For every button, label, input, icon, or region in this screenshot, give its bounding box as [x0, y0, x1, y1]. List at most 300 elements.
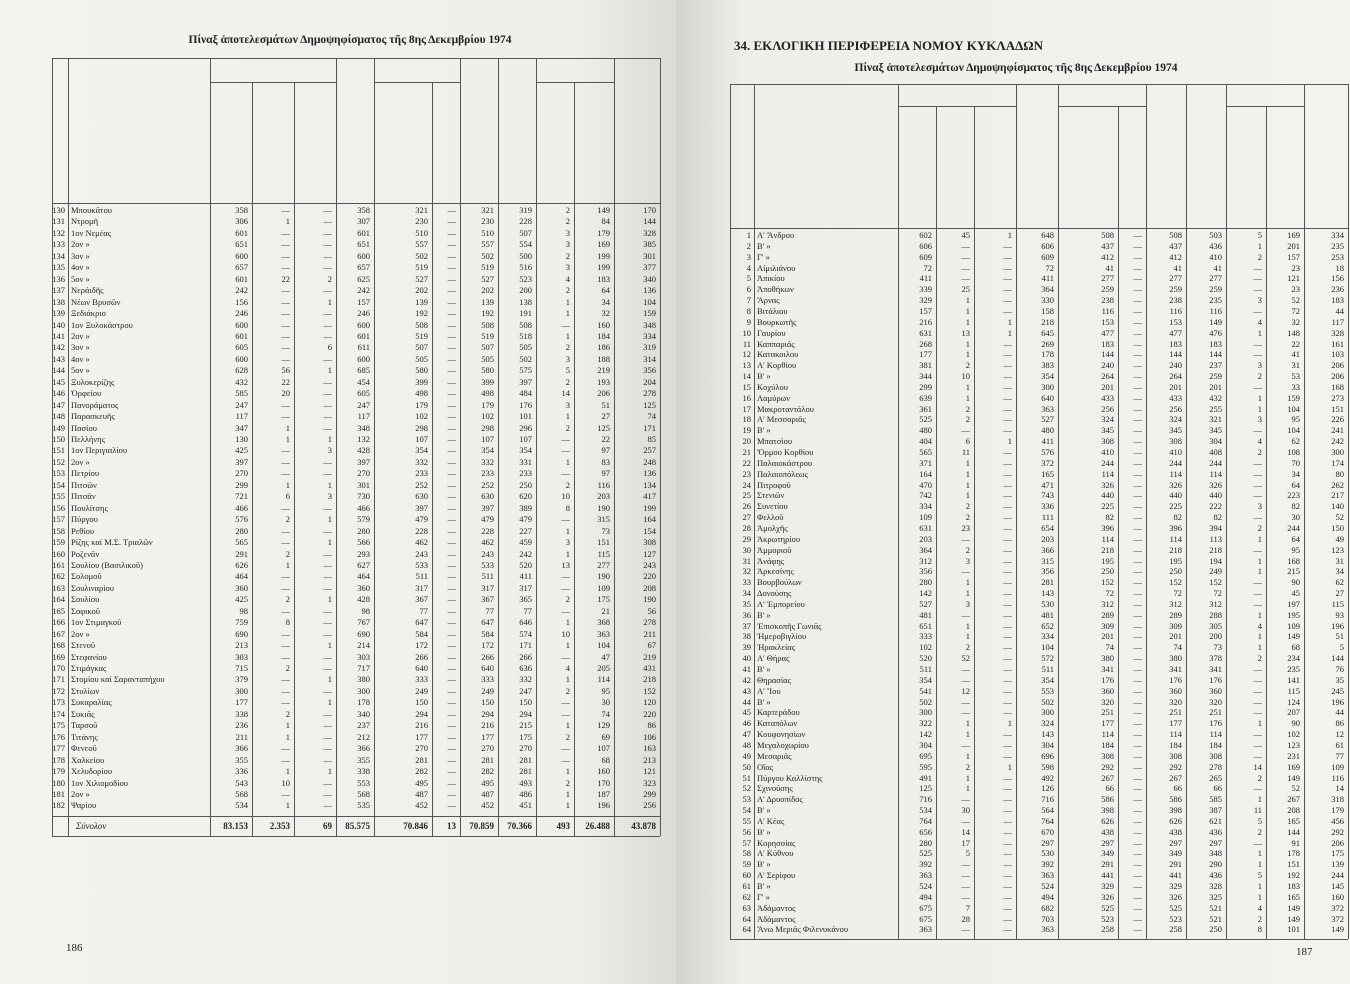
cell-value: 184 — [1169, 739, 1182, 750]
district-name: Στυλίων — [71, 685, 100, 696]
district-name: Α' Θήρας — [757, 653, 790, 664]
cell-value: 116 — [1101, 305, 1114, 316]
cell-value: 397 — [519, 376, 532, 387]
cell-value: 480 — [919, 425, 932, 436]
cell-value: 32 — [1291, 316, 1300, 327]
cell-value: 511 — [415, 571, 428, 582]
district-name: Ἀδάμαντος — [757, 902, 796, 913]
row-number: 1 — [746, 230, 751, 240]
cell-value: — — [1003, 305, 1012, 316]
cell-value: — — [561, 743, 570, 754]
cell-value: 410 — [1209, 251, 1222, 262]
row-number: 11 — [742, 338, 751, 349]
cell-value: 438 — [1101, 826, 1114, 837]
cell-value: 355 — [357, 754, 370, 765]
cell-value: 102 — [919, 642, 932, 653]
cell-value: — — [323, 754, 332, 765]
cell-value: 142 — [919, 588, 932, 599]
cell-value: 324 — [1169, 414, 1182, 425]
cell-value: 398 — [1101, 805, 1114, 816]
row-number: 62 — [742, 891, 751, 902]
row-number: 17 — [742, 403, 751, 414]
district-name: Καππαριᾶς — [757, 338, 795, 349]
cell-value: 219 — [597, 365, 610, 376]
cell-value: 97 — [601, 445, 610, 456]
cell-value: 104 — [1041, 642, 1054, 653]
cell-value: 183 — [1209, 338, 1222, 349]
table-row — [676, 588, 1348, 599]
district-name: Στενιῶν — [757, 490, 785, 501]
table-rule — [1058, 106, 1146, 107]
row-number: 156 — [52, 502, 65, 513]
cell-value: 355 — [235, 754, 248, 765]
cell-value: — — [323, 651, 332, 662]
cell-value: 202 — [481, 285, 494, 296]
cell-value: — — [1133, 327, 1142, 338]
cell-value: 2 — [1257, 251, 1262, 262]
district-name: Ἄρνας — [757, 295, 780, 306]
cell-value: 41 — [1291, 349, 1300, 360]
cell-value: — — [1003, 381, 1012, 392]
cell-value: 1 — [327, 479, 332, 490]
row-number: 20 — [742, 436, 751, 447]
row-number: 158 — [52, 525, 65, 536]
cell-value: 68 — [601, 754, 610, 765]
cell-value: 334 — [1331, 230, 1344, 240]
cell-value: 244 — [1101, 457, 1114, 468]
cell-value: — — [323, 285, 332, 296]
cell-value: 116 — [597, 479, 610, 490]
cell-value: — — [323, 205, 332, 215]
cell-value: — — [323, 777, 332, 788]
cell-value: 250 — [1169, 566, 1182, 577]
cell-value: — — [1133, 338, 1142, 349]
cell-value: 102 — [481, 411, 494, 422]
cell-value: 332 — [481, 456, 494, 467]
cell-value: 586 — [1101, 794, 1114, 805]
row-number: 7 — [746, 295, 751, 306]
cell-value: — — [561, 571, 570, 582]
table-row — [0, 755, 660, 766]
district-name: Α' Ἄνδρου — [757, 230, 795, 240]
cell-value: 246 — [357, 308, 370, 319]
row-number: 23 — [742, 468, 751, 479]
cell-value: — — [561, 754, 570, 765]
cell-value: 290 — [1209, 859, 1222, 870]
cell-value: 144 — [1169, 349, 1182, 360]
cell-value: — — [447, 685, 456, 696]
cell-value: 318 — [1331, 794, 1344, 805]
row-number: 165 — [52, 605, 65, 616]
cell-value: 82 — [1213, 512, 1222, 523]
cell-value: — — [961, 696, 970, 707]
cell-value: 309 — [1169, 620, 1182, 631]
table-rule — [374, 82, 460, 83]
cell-value: 328 — [643, 227, 656, 238]
table-row — [676, 284, 1348, 295]
cell-value: 266 — [481, 651, 494, 662]
cell-value: 176 — [1101, 674, 1114, 685]
cell-value: 377 — [643, 262, 656, 273]
cell-value: 507 — [519, 227, 532, 238]
cell-value: 628 — [235, 365, 248, 376]
row-number: 172 — [52, 685, 65, 696]
cell-value: 640 — [1041, 392, 1054, 403]
cell-value: 27 — [601, 411, 610, 422]
cell-value: — — [323, 559, 332, 570]
cell-value: 203 — [1041, 533, 1054, 544]
cell-value: 183 — [1101, 338, 1114, 349]
district-name: Γαυρίου — [757, 327, 786, 338]
cell-value: 397 — [415, 502, 428, 513]
cell-value: 252 — [415, 479, 428, 490]
cell-value: 44 — [1335, 305, 1344, 316]
cell-value: 1 — [1007, 436, 1012, 447]
cell-value: 324 — [1041, 718, 1054, 729]
cell-value: 1 — [1257, 848, 1262, 859]
table-row — [676, 382, 1348, 393]
cell-value: 1 — [1257, 609, 1262, 620]
cell-value: 690 — [357, 628, 370, 639]
cell-value: 244 — [1331, 870, 1344, 881]
cell-value: — — [281, 296, 290, 307]
cell-value: 533 — [481, 559, 494, 570]
right-page — [676, 0, 1350, 984]
cell-value: 511 — [1041, 664, 1054, 674]
table-row — [0, 377, 660, 388]
cell-value: 1 — [565, 720, 570, 731]
row-number: 44 — [742, 696, 751, 707]
total-row — [0, 821, 660, 832]
table-row — [0, 732, 660, 743]
cell-value: 602 — [919, 230, 932, 240]
table-row — [676, 490, 1348, 501]
cell-value: 69 — [601, 731, 610, 742]
cell-value: 300 — [1041, 381, 1054, 392]
cell-value: 34 — [1291, 468, 1300, 479]
cell-value: 1 — [565, 308, 570, 319]
district-name: Πουλίτσης — [71, 502, 108, 513]
cell-value: 230 — [415, 216, 428, 227]
cell-value: 184 — [597, 330, 610, 341]
cell-value: 151 — [1331, 403, 1344, 414]
cell-value: 334 — [643, 330, 656, 341]
cell-value: 115 — [1287, 685, 1300, 696]
cell-value: 280 — [235, 525, 248, 536]
table-row — [676, 577, 1348, 588]
cell-value: 281 — [415, 754, 428, 765]
district-name: Πύργου — [71, 514, 98, 525]
cell-value: 291 — [235, 548, 248, 559]
cell-value: — — [1133, 783, 1142, 794]
district-name: Στενοῦ — [71, 640, 96, 651]
table-row — [676, 794, 1348, 805]
cell-value: 338 — [357, 766, 370, 777]
cell-value: 554 — [519, 239, 532, 250]
cell-value: 237 — [357, 720, 370, 731]
cell-value: 366 — [357, 743, 370, 754]
cell-value: 289 — [1101, 609, 1114, 620]
district-name: Σολομοῦ — [71, 571, 102, 582]
cell-value: 580 — [481, 365, 494, 376]
cell-value: — — [1003, 848, 1012, 859]
cell-value: 265 — [1209, 772, 1222, 783]
cell-value: 568 — [357, 788, 370, 799]
table-row — [0, 262, 660, 273]
cell-value: 280 — [919, 577, 932, 588]
cell-value: — — [1003, 815, 1012, 826]
cell-value: 2 — [565, 479, 570, 490]
cell-value: 477 — [1101, 327, 1114, 338]
table-rule — [52, 203, 660, 204]
row-number: 34 — [742, 588, 751, 599]
cell-value: 380 — [357, 674, 370, 685]
cell-value: 20 — [281, 388, 290, 399]
cell-value: 576 — [235, 514, 248, 525]
column-group-header — [1060, 86, 1144, 105]
cell-value: 169 — [1287, 230, 1300, 240]
cell-value: 165 — [1287, 815, 1300, 826]
cell-value: 364 — [1041, 284, 1054, 295]
cell-value: 213 — [643, 754, 656, 765]
cell-value: 199 — [597, 250, 610, 261]
cell-value: — — [1003, 805, 1012, 816]
cell-value: 51 — [601, 399, 610, 410]
row-number: 155 — [52, 491, 65, 502]
district-name: Α' Ἐμπορείου — [757, 598, 805, 609]
cell-value: — — [1253, 262, 1262, 273]
cell-value: 1 — [327, 674, 332, 685]
cell-value: 23 — [1291, 284, 1300, 295]
cell-value: — — [447, 743, 456, 754]
cell-value: 625 — [357, 273, 370, 284]
cell-value: 298 — [415, 422, 428, 433]
cell-value: 270 — [519, 743, 532, 754]
district-name: Α' Μεσσαριᾶς — [757, 414, 806, 425]
district-name: Κατακοιλου — [757, 349, 799, 360]
cell-value: — — [561, 434, 570, 444]
cell-value: 2 — [565, 342, 570, 353]
cell-value: — — [1133, 371, 1142, 382]
table-rule — [210, 82, 336, 83]
total-value: 493 — [556, 820, 570, 831]
cell-value: 270 — [415, 743, 428, 754]
cell-value: 61 — [1335, 739, 1344, 750]
table-row — [676, 480, 1348, 491]
cell-value: 306 — [235, 216, 248, 227]
cell-value: 521 — [1209, 902, 1222, 913]
table-row — [676, 848, 1348, 859]
cell-value: 565 — [919, 447, 932, 457]
table-row — [0, 778, 660, 789]
cell-value: 144 — [1101, 349, 1114, 360]
cell-value: — — [323, 411, 332, 422]
cell-value: 8 — [1257, 924, 1262, 935]
cell-value: 308 — [1101, 750, 1114, 761]
cell-value: 296 — [519, 422, 532, 433]
cell-value: 156 — [1331, 273, 1344, 284]
cell-value: — — [323, 685, 332, 696]
cell-value: 557 — [415, 239, 428, 250]
cell-value: 341 — [1169, 664, 1182, 674]
cell-value: 387 — [1209, 805, 1222, 816]
cell-value: 192 — [415, 308, 428, 319]
row-number: 45 — [742, 707, 751, 718]
row-number: 131 — [52, 216, 65, 227]
cell-value: — — [1003, 783, 1012, 794]
table-row — [0, 274, 660, 285]
cell-value: 218 — [1041, 316, 1054, 327]
cell-value: — — [961, 425, 970, 436]
cell-value: — — [1003, 685, 1012, 696]
cell-value: — — [1133, 902, 1142, 913]
cell-value: 175 — [597, 594, 610, 605]
cell-value: 411 — [1041, 436, 1054, 447]
cell-value: — — [1003, 859, 1012, 870]
cell-value: — — [323, 388, 332, 399]
cell-value: 502 — [1041, 696, 1054, 707]
row-number: 8 — [746, 305, 751, 316]
row-number: 175 — [52, 720, 65, 731]
cell-value: — — [1003, 588, 1012, 599]
cell-value: 267 — [1287, 794, 1300, 805]
cell-value: 441 — [1169, 870, 1182, 881]
table-row — [676, 675, 1348, 686]
cell-value: 183 — [1331, 295, 1344, 306]
cell-value: 62 — [1291, 436, 1300, 447]
table-row — [676, 545, 1348, 556]
total-value: 70.846 — [403, 820, 428, 831]
cell-value: 64 — [1291, 533, 1300, 544]
cell-value: 333 — [415, 674, 428, 685]
cell-value: 251 — [1209, 707, 1222, 718]
cell-value: 152 — [643, 685, 656, 696]
cell-value: — — [281, 319, 290, 330]
cell-value: 72 — [1045, 262, 1054, 273]
cell-value: 363 — [1041, 924, 1054, 935]
cell-value: 721 — [235, 491, 248, 502]
cell-value: 3 — [565, 262, 570, 273]
cell-value: — — [447, 388, 456, 399]
cell-value: 1 — [285, 800, 290, 811]
cell-value: — — [323, 422, 332, 433]
district-name: 4ον » — [71, 262, 90, 273]
cell-value: 190 — [643, 594, 656, 605]
cell-value: 150 — [519, 697, 532, 708]
cell-value: — — [1003, 533, 1012, 544]
cell-value: 45 — [1291, 588, 1300, 599]
table-row — [0, 354, 660, 365]
table-row — [676, 241, 1348, 252]
cell-value: 259 — [1209, 371, 1222, 382]
cell-value: 600 — [357, 250, 370, 261]
cell-value: 1 — [565, 330, 570, 341]
cell-value: — — [447, 754, 456, 765]
cell-value: 5 — [965, 848, 970, 859]
cell-value: 553 — [1041, 685, 1054, 696]
cell-value: 2 — [565, 250, 570, 261]
cell-value: 56 — [281, 365, 290, 376]
cell-value: 201 — [1287, 240, 1300, 251]
cell-value: — — [1003, 371, 1012, 382]
cell-value: 412 — [1101, 251, 1114, 262]
cell-value: 109 — [1331, 761, 1344, 772]
row-number: 28 — [742, 522, 751, 533]
cell-value: 1 — [965, 718, 970, 729]
cell-value: 425 — [235, 445, 248, 456]
cell-value: 4 — [1257, 902, 1262, 913]
table-row — [676, 664, 1348, 675]
cell-value: 600 — [235, 319, 248, 330]
cell-value: — — [323, 353, 332, 364]
row-number: 48 — [742, 739, 751, 750]
cell-value: 153 — [1101, 316, 1114, 327]
cell-value: 572 — [1041, 653, 1054, 664]
cell-value: 134 — [643, 479, 656, 490]
cell-value: 640 — [415, 663, 428, 673]
cell-value: — — [281, 651, 290, 662]
row-number: 141 — [52, 330, 65, 341]
district-name: Βουρβούλων — [757, 577, 802, 588]
table-row — [0, 720, 660, 731]
cell-value: 333 — [919, 631, 932, 642]
cell-value: 321 — [415, 205, 428, 215]
cell-value: 84 — [601, 216, 610, 227]
cell-value: 525 — [919, 848, 932, 859]
cell-value: 670 — [1041, 826, 1054, 837]
cell-value: 630 — [415, 491, 428, 502]
district-name: Τιτάνης — [71, 731, 98, 742]
cell-value: 690 — [235, 628, 248, 639]
cell-value: — — [961, 240, 970, 251]
cell-value: — — [281, 411, 290, 422]
row-number: 2 — [746, 240, 751, 251]
cell-value: 495 — [415, 777, 428, 788]
cell-value: 312 — [919, 555, 932, 566]
cell-value: 245 — [1331, 685, 1344, 696]
cell-value: 21 — [601, 605, 610, 616]
cell-value: 348 — [357, 422, 370, 433]
table-rule — [536, 82, 614, 83]
cell-value: — — [1133, 588, 1142, 599]
cell-value: 1 — [565, 548, 570, 559]
row-number: 55 — [742, 815, 751, 826]
cell-value: 194 — [1209, 555, 1222, 566]
table-row — [676, 556, 1348, 567]
cell-value: 201 — [1101, 381, 1114, 392]
cell-value: — — [323, 743, 332, 754]
cell-value: — — [281, 227, 290, 238]
cell-value: 654 — [1041, 522, 1054, 533]
cell-value: — — [561, 651, 570, 662]
cell-value: — — [1133, 273, 1142, 284]
cell-value: 431 — [643, 663, 656, 673]
table-rule — [52, 816, 660, 817]
cell-value: 73 — [601, 525, 610, 536]
table-row — [676, 903, 1348, 914]
row-number: 173 — [52, 697, 65, 708]
cell-value: 176 — [1209, 718, 1222, 729]
row-number: 151 — [52, 445, 65, 456]
cell-value: — — [1253, 750, 1262, 761]
cell-value: 294 — [415, 708, 428, 719]
cell-value: 2 — [1257, 772, 1262, 783]
cell-value: 398 — [1169, 805, 1182, 816]
cell-value: 1 — [285, 720, 290, 731]
cell-value: 107 — [415, 434, 428, 444]
cell-value: 266 — [519, 651, 532, 662]
cell-value: 363 — [597, 628, 610, 639]
